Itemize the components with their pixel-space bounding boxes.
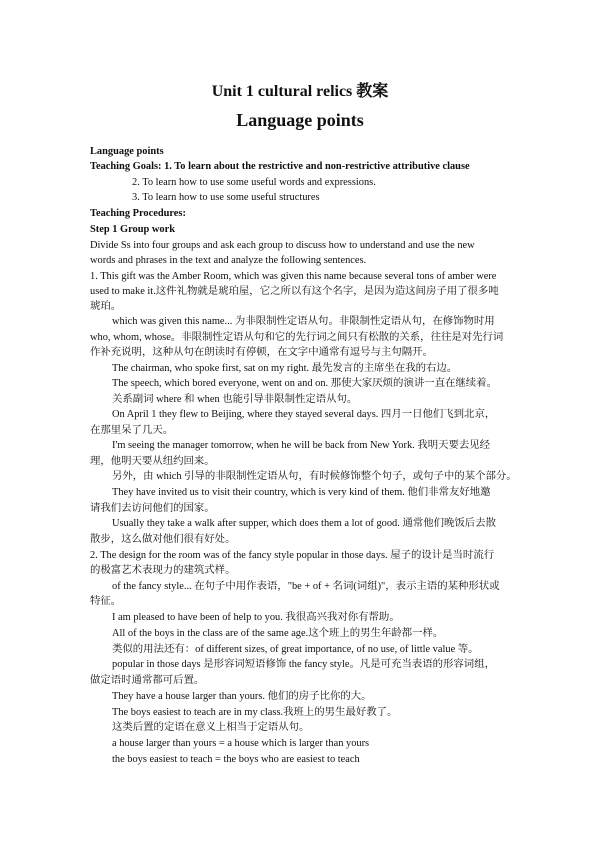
- text-line: 在那里呆了几天。: [90, 425, 174, 436]
- text-line: Step 1 Group work: [90, 224, 175, 235]
- text-line: 这类后置的定语在意义上相当于定语从句。: [112, 722, 310, 733]
- text-line: used to make it.这件礼物就是琥珀屋，它之所以有这个名字，是因为造这间房子用了很多吨: [90, 286, 499, 297]
- text-line: 关系副词 where 和 when 也能引导非限制性定语从句。: [112, 394, 358, 405]
- text-line: of the fancy style... 在句子中用作表语，"be + of + 名词(词组)"，表示主语的某种形状或: [112, 581, 500, 592]
- text-line: Divide Ss into four groups and ask each group to discuss how to understand and use the new: [90, 240, 475, 251]
- text-line: Language points: [90, 146, 164, 157]
- text-line: 1. This gift was the Amber Room, which was given this name because several tons of amber were: [90, 271, 497, 282]
- text-line: The speech, which bored everyone, went on and on. 那使大家厌烦的演讲一直在继续着。: [112, 378, 497, 389]
- text-line: which was given this name... 为非限制性定语从句。非限制性定语从句，在修饰物时用: [112, 316, 495, 327]
- text-line: Usually they take a walk after supper, which does them a lot of good. 通常他们晚饭后去散: [112, 518, 496, 529]
- text-line: 琥珀。: [90, 301, 122, 312]
- text-line: a house larger than yours = a house which is larger than yours: [112, 738, 370, 749]
- text-line: I'm seeing the manager tomorrow, when he will be back from New York. 我明天要去见经: [112, 440, 491, 451]
- text-line: Teaching Procedures:: [90, 208, 186, 219]
- text-line: 类似的用法还有：of different sizes, of great importance, of no use, of little value 等。: [112, 644, 479, 655]
- text-line: 2. To learn how to use some useful words and expressions.: [132, 177, 376, 188]
- text-line: 3. To learn how to use some useful structures: [132, 192, 320, 203]
- text-line: popular in those days 是形容词短语修饰 the fancy style。凡是可充当表语的形容词组，: [112, 659, 495, 670]
- text-line: who, whom, whose。非限制性定语从句和它的先行词之间只有松散的关系，往往是对先行词: [90, 332, 504, 343]
- text-line: The chairman, who spoke first, sat on my right. 最先发言的主席坐在我的右边。: [112, 363, 458, 374]
- text-line: All of the boys in the class are of the same age.这个班上的男生年龄都一样。: [112, 628, 444, 639]
- document-subtitle: Language points: [236, 110, 364, 130]
- text-line: 的极富艺术表现力的建筑式样。: [90, 565, 236, 576]
- text-line: words and phrases in the text and analyze the following sentences.: [90, 255, 367, 266]
- text-line: 做定语时通常都可后置。: [90, 675, 205, 686]
- text-line: 请我们去访问他们的国家。: [90, 503, 215, 514]
- text-line: They have a house larger than yours. 他们的房子比你的大。: [112, 691, 372, 702]
- text-line: 散步，这么做对他们很有好处。: [90, 534, 236, 545]
- document-title: Unit 1 cultural relics 教案: [211, 83, 389, 100]
- text-line: the boys easiest to teach = the boys who are easiest to teach: [112, 754, 360, 765]
- text-line: 理，他明天要从纽约回来。: [90, 456, 215, 467]
- text-line: I am pleased to have been of help to you. 我很高兴我对你有帮助。: [112, 612, 400, 623]
- text-line: They have invited us to visit their country, which is very kind of them. 他们非常友好地邀: [112, 487, 491, 498]
- text-line: 2. The design for the room was of the fancy style popular in those days. 屋子的设计是当时流行: [90, 550, 495, 561]
- text-line: 作补充说明，这种从句在朗读时有停顿，在文字中通常有逗号与主句隔开。: [90, 347, 433, 358]
- text-line: On April 1 they flew to Beijing, where they stayed several days. 四月一日他们飞到北京，: [112, 409, 496, 420]
- text-line: The boys easiest to teach are in my class.我班上的男生最好教了。: [112, 707, 398, 718]
- text-line: 特征。: [90, 596, 122, 607]
- text-line: 另外，由 which 引导的非限制性定语从句，有时候修饰整个句子，或句子中的某个部分。: [112, 471, 517, 482]
- text-line: Teaching Goals: 1. To learn about the restrictive and non-restrictive attributive clause: [90, 161, 470, 172]
